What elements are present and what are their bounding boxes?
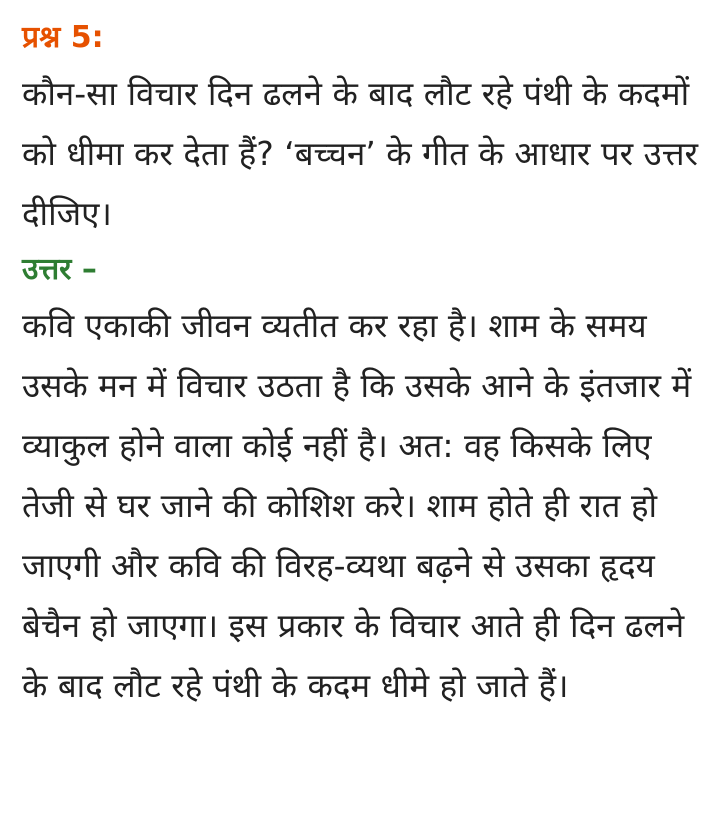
question-text: कौन-सा विचार दिन ढलने के बाद लौट रहे पंथी के कदमों को धीमा कर देता हैं? ‘बच्चन’ के गीत के आधार पर उत्तर दीजिए। [22,74,699,233]
answer-heading: उत्तर – [22,252,97,287]
question-heading: प्रश्न 5: [22,20,104,55]
answer-text: कवि एकाकी जीवन व्यतीत कर रहा है। शाम के समय उसके मन में विचार उठता है कि उसके आने के इंतजार में व्याकुल होने वाला कोई नहीं है। अत: वह किसके लिए तेजी से घर जाने की कोशिश करे। शाम होते ही रात हो जाएगी और कवि की विरह-व्यथा बढ़ने से उसका हृदय बेचैन हो जाएगा। इस प्रकार के विचार आते ही दिन ढलने के बाद लौट रहे पंथी के कदम धीमे हो जाते हैं। [22,306,692,705]
